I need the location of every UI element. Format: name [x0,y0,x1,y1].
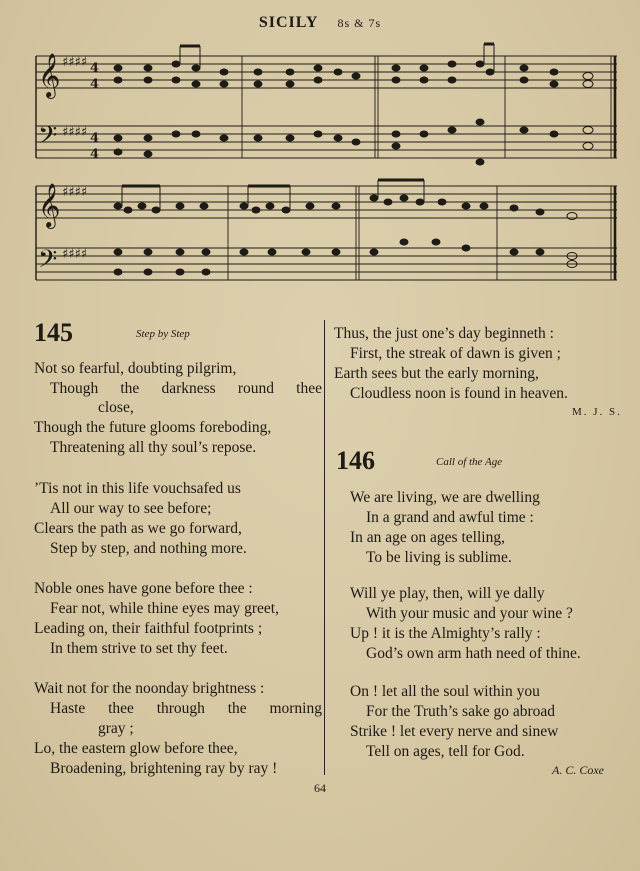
hymn-146-line: For the Truth’s sake go abroad [366,703,556,720]
notes-system-1 [114,44,593,165]
hymn-145-line: Leading on, their faithful footprints ; [34,620,263,637]
hymn-145-line: Threatening all thy soul’s repose. [50,439,257,456]
staff-1-treble [36,56,617,88]
hymn-146-number: 146 [336,446,375,475]
hymn-146-line: We are living, we are dwelling [350,489,540,506]
hymn-145-number: 145 [34,318,73,347]
hymn-145-continuation-line: Cloudless noon is found in heaven. [350,385,568,402]
staff-1-bass [36,126,617,158]
staff-2-bass [36,248,617,280]
hymn-146-line: With your music and your wine ? [366,605,573,622]
hymn-145-line: Though the future glooms foreboding, [34,419,272,436]
hymn-145-line: Not so fearful, doubting pilgrim, [34,360,237,377]
svg-text:4: 4 [90,61,100,76]
hymn-145-line: All our way to see before; [50,500,212,517]
hymn-145-line: Clears the path as we go forward, [34,520,242,537]
hymn-145-line: Broadening, brightening ray by ray ! [50,760,278,777]
hymn-146-line: Tell on ages, tell for God. [366,743,525,760]
hymn-145-title: Step by Step [136,328,190,340]
hymn-146-author: A. C. Coxe [552,763,604,777]
staff-2-treble [36,186,617,218]
hymn-145-continuation-line: Thus, the just one’s day beginneth : [334,325,554,342]
hymn-145-continuation-line: First, the streak of dawn is given ; [350,345,561,362]
svg-text:𝄞: 𝄞 [38,183,61,227]
hymn-145-line: Haste thee through the morning [50,700,322,717]
hymn-146-title: Call of the Age [436,456,503,468]
hymn-145-line: ’Tis not in this life vouchsafed us [34,480,241,497]
hymn-146-line: In an age on ages telling, [350,529,505,546]
hymn-145-continuation-line: Earth sees but the early morning, [334,365,539,382]
hymn-146-line: On ! let all the soul within you [350,683,540,700]
hymn-145-line: Noble ones have gone before thee : [34,580,253,597]
hymn-145-line: gray ; [98,720,134,737]
hymn-145-line: Step by step, and nothing more. [50,540,247,557]
svg-text:4: 4 [90,77,100,92]
svg-text:♯♯♯♯: ♯♯♯♯ [62,55,88,70]
hymn-145-author: M. J. S. [572,406,622,418]
hymn-145-line: In them strive to set thy feet. [50,640,228,657]
music-score [0,36,640,306]
hymn-146-line: Will ye play, then, will ye dally [350,585,545,602]
hymn-146-line: To be living is sublime. [366,549,512,566]
tune-name: SICILY [258,14,319,31]
svg-text:𝄢: 𝄢 [38,245,58,280]
hymn-145-line: Wait not for the noonday brightness : [34,680,265,697]
svg-text:𝄞: 𝄞 [38,53,61,97]
hymn-145-line: Though the darkness round thee [50,380,322,397]
hymn-146-line: In a grand and awful time : [366,509,534,526]
tune-header [0,14,640,32]
hymn-145-line: Lo, the eastern glow before thee, [34,740,238,757]
page-number: 64 [314,781,326,795]
svg-text:♯♯♯♯: ♯♯♯♯ [62,247,88,262]
svg-text:4: 4 [90,147,100,162]
column-divider [324,320,325,775]
hymn-145-line: Fear not, while thine eyes may greet, [50,600,279,617]
svg-text:♯♯♯♯: ♯♯♯♯ [62,125,88,140]
svg-text:4: 4 [90,131,100,146]
tune-meter: 8s & 7s [337,16,382,30]
svg-text:𝄢: 𝄢 [38,121,58,156]
hymn-146-line: God’s own arm hath need of thine. [366,645,581,662]
hymn-146-line: Up ! it is the Almighty’s rally : [350,625,541,642]
hymn-146-line: Strike ! let every nerve and sinew [350,723,559,740]
hymn-145-line: close, [98,399,134,416]
svg-text:♯♯♯♯: ♯♯♯♯ [62,185,88,200]
